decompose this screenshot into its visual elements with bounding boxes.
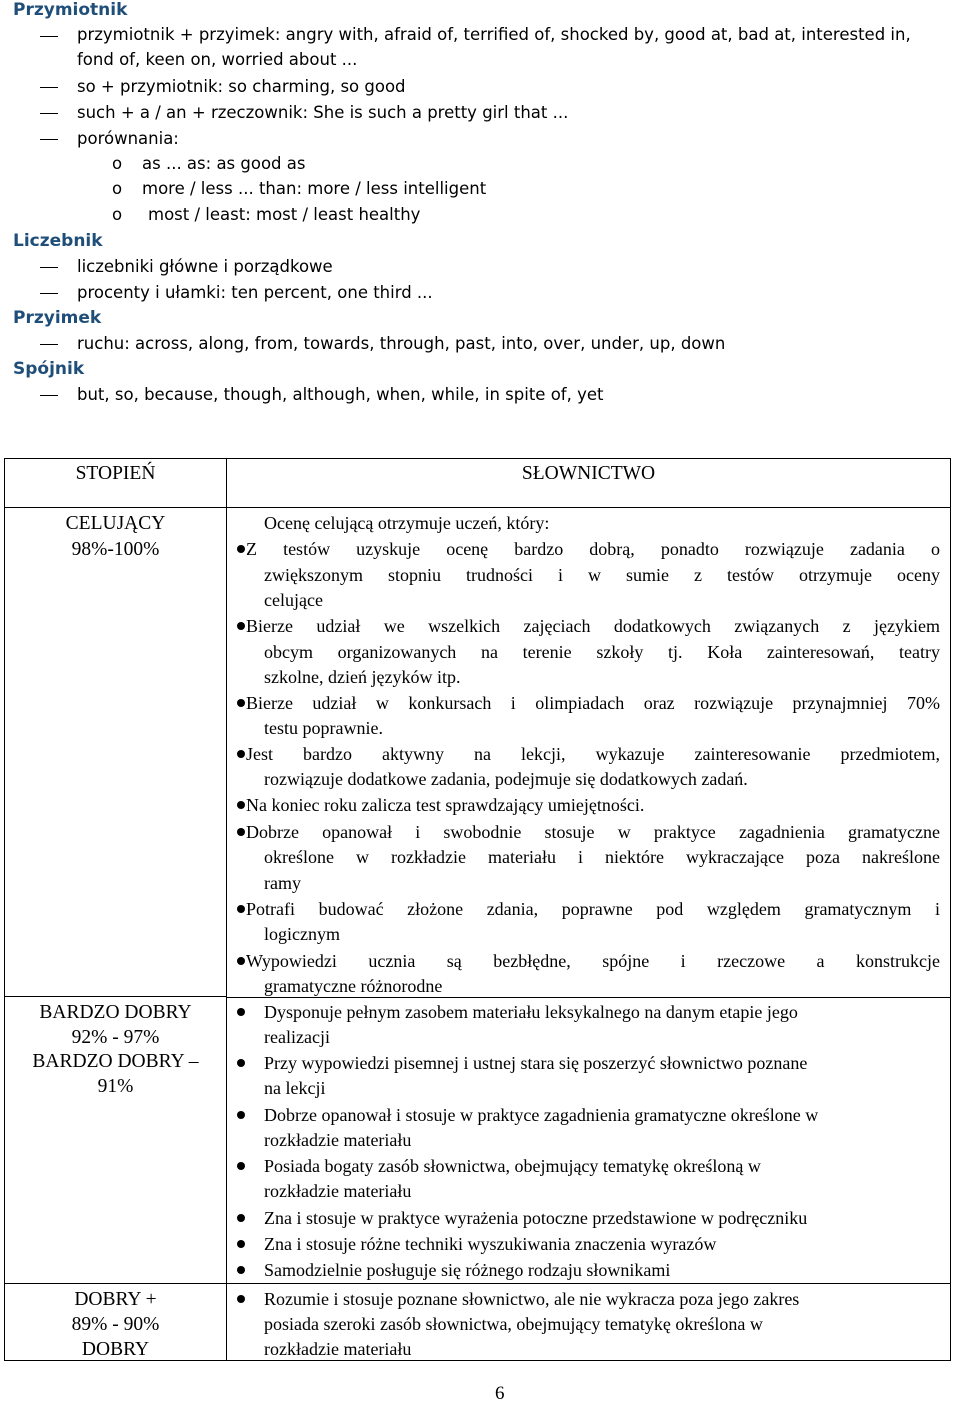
grade-db-plus-range: 89% - 90% — [71, 1314, 160, 1335]
bullet-dot — [237, 622, 245, 630]
heading-przyimek: Przyimek — [13, 308, 102, 328]
criteria-line: rozkładzie materiału — [264, 1181, 412, 1201]
row-divider — [227, 1283, 950, 1284]
criteria-line: ramy — [264, 873, 301, 893]
criteria-line: określone w rozkładzie materiału i niektóre wykraczające poza nakreślone — [264, 847, 940, 867]
dash-bullet — [40, 293, 58, 294]
dash-bullet — [40, 87, 58, 88]
criteria-line: logicznym — [264, 924, 340, 944]
criteria-line: Dysponuje pełnym zasobem materiału leksykalnego na danym etapie jego — [264, 1002, 798, 1022]
criteria-line: Rozumie i stosuje poznane słownictwo, ale nie wykracza poza jego zakres — [264, 1289, 800, 1309]
header-stopien — [5, 459, 227, 508]
przymiotnik-item-1a: przymiotnik + przyimek: angry with, afraid of, terrified of, shocked by, good at, bad at, interested in, — [77, 25, 911, 44]
table-row — [5, 508, 951, 1361]
header-slownictwo — [227, 459, 951, 508]
grading-table — [4, 458, 951, 1361]
bullet-dot — [237, 1240, 245, 1248]
bullet-dot — [237, 699, 245, 707]
circle-bullet: o — [112, 205, 123, 224]
criteria-line: Samodzielnie posługuje się różnego rodzaju słownikami — [264, 1260, 671, 1280]
przymiotnik-item-4: porównania: — [77, 129, 179, 148]
criteria-line: Zna i stosuje różne techniki wyszukiwania znaczenia wyrazów — [264, 1234, 717, 1254]
criteria-line: Z testów uzyskuje ocenę bardzo dobrą, ponadto rozwiązuje zadania o — [246, 539, 940, 559]
grade-bdb-range: 92% - 97% — [71, 1027, 160, 1048]
grade-divider — [4, 996, 227, 997]
criteria-line: posiada szeroki zasób słownictwa, obejmujący tematykę określona w — [264, 1314, 763, 1334]
dash-bullet — [40, 139, 58, 140]
grade-bdb: BARDZO DOBRY — [39, 1002, 192, 1023]
grade-cell — [5, 508, 227, 1361]
bullet-dot — [237, 1008, 245, 1016]
criteria-line: Jest bardzo aktywny na lekcji, wykazuje zainteresowanie przedmiotem, — [246, 744, 940, 764]
criteria-line: na lekcji — [264, 1078, 326, 1098]
liczebnik-item-1: liczebniki główne i porządkowe — [77, 257, 333, 276]
row-divider — [227, 997, 950, 998]
bullet-dot — [237, 1295, 245, 1303]
celujacy-intro: Ocenę celującą otrzymuje uczeń, który: — [264, 513, 550, 533]
bullet-dot — [237, 801, 245, 809]
criteria-line: Na koniec roku zalicza test sprawdzający umiejętności. — [246, 795, 645, 815]
criteria-line: Zna i stosuje w praktyce wyrażenia potoczne przedstawione w podręczniku — [264, 1208, 808, 1228]
bullet-dot — [237, 905, 245, 913]
grade-bdb-minus-range: 91% — [97, 1076, 134, 1097]
grade-divider — [4, 1283, 227, 1284]
criteria-line: Dobrze opanował i swobodnie stosuje w praktyce zagadnienia gramatyczne — [246, 822, 940, 842]
liczebnik-item-2: procenty i ułamki: ten percent, one third ... — [77, 283, 433, 302]
criteria-line: Potrafi budować złożone zdania, poprawne pod względem gramatycznym i — [246, 899, 940, 919]
criteria-line: Posiada bogaty zasób słownictwa, obejmujący tematykę określoną w — [264, 1156, 761, 1176]
bullet-dot — [237, 1214, 245, 1222]
przymiotnik-sub-1: as ... as: as good as — [142, 154, 306, 173]
przyimek-item-1: ruchu: across, along, from, towards, through, past, into, over, under, up, down — [77, 334, 726, 353]
przymiotnik-item-3: such + a / an + rzeczownik: She is such a pretty girl that ... — [77, 103, 569, 122]
criteria-line: Dobrze opanował i stosuje w praktyce zagadnienia gramatyczne określone w — [264, 1105, 819, 1125]
circle-bullet: o — [112, 179, 123, 198]
table-header-row — [5, 459, 951, 508]
criteria-line: szkolne, dzień języków itp. — [264, 667, 461, 687]
przymiotnik-item-2: so + przymiotnik: so charming, so good — [77, 77, 406, 96]
criteria-line: Wypowiedzi ucznia są bezbłędne, spójne i rzeczowe a konstrukcje — [246, 951, 940, 971]
przymiotnik-sub-3: most / least: most / least healthy — [148, 205, 421, 224]
bullet-dot — [237, 750, 245, 758]
bullet-dot — [237, 545, 245, 553]
heading-liczebnik: Liczebnik — [13, 231, 103, 251]
dash-bullet — [40, 36, 58, 37]
criteria-line: obcym organizowanych na terenie szkoły tj. Koła zainteresowań, teatry — [264, 642, 940, 662]
criteria-line: gramatyczne różnorodne — [264, 976, 443, 996]
header-stopien-label: STOPIEŃ — [75, 463, 156, 484]
heading-spojnik: Spójnik — [13, 359, 85, 379]
spojnik-item-1: but, so, because, though, although, when, while, in spite of, yet — [77, 385, 604, 404]
heading-przymiotnik: Przymiotnik — [13, 0, 128, 20]
dash-bullet — [40, 113, 58, 114]
criteria-line: Bierze udział we wszelkich zajęciach dodatkowych związanych z językiem — [246, 616, 940, 636]
bullet-dot — [237, 1162, 245, 1170]
grade-bdb-minus: BARDZO DOBRY – — [32, 1051, 199, 1072]
criteria-line: rozkładzie materiału — [264, 1130, 412, 1150]
bullet-dot — [237, 957, 245, 965]
grade-celujacy-range: 98%-100% — [71, 539, 160, 560]
przymiotnik-item-1b: fond of, keen on, worried about ... — [77, 50, 358, 69]
circle-bullet: o — [112, 154, 123, 173]
criteria-line: zwiększonym stopniu trudności i w sumie z testów otrzymuje oceny — [264, 565, 940, 585]
grade-celujacy: CELUJĄCY — [65, 513, 166, 534]
header-slownictwo-label: SŁOWNICTWO — [521, 463, 656, 484]
grade-db: DOBRY — [81, 1339, 150, 1360]
criteria-line: rozkładzie materiału — [264, 1339, 412, 1359]
criteria-line: celujące — [264, 590, 323, 610]
grade-db-plus: DOBRY + — [74, 1289, 157, 1310]
criteria-line: Bierze udział w konkursach i olimpiadach oraz rozwiązuje przynajmniej 70% — [246, 693, 940, 713]
criteria-line: rozwiązuje dodatkowe zadania, podejmuje się dodatkowych zadań. — [264, 769, 748, 789]
criteria-cell — [227, 508, 951, 1361]
bullet-dot — [237, 1059, 245, 1067]
criteria-line: realizacji — [264, 1027, 330, 1047]
bullet-dot — [237, 1266, 245, 1274]
page-number: 6 — [495, 1383, 505, 1404]
criteria-line: testu poprawnie. — [264, 718, 383, 738]
dash-bullet — [40, 267, 58, 268]
bullet-dot — [237, 828, 245, 836]
dash-bullet — [40, 395, 58, 396]
przymiotnik-sub-2: more / less ... than: more / less intelligent — [142, 179, 487, 198]
criteria-line: Przy wypowiedzi pisemnej i ustnej stara się poszerzyć słownictwo poznane — [264, 1053, 808, 1073]
bullet-dot — [237, 1111, 245, 1119]
dash-bullet — [40, 344, 58, 345]
